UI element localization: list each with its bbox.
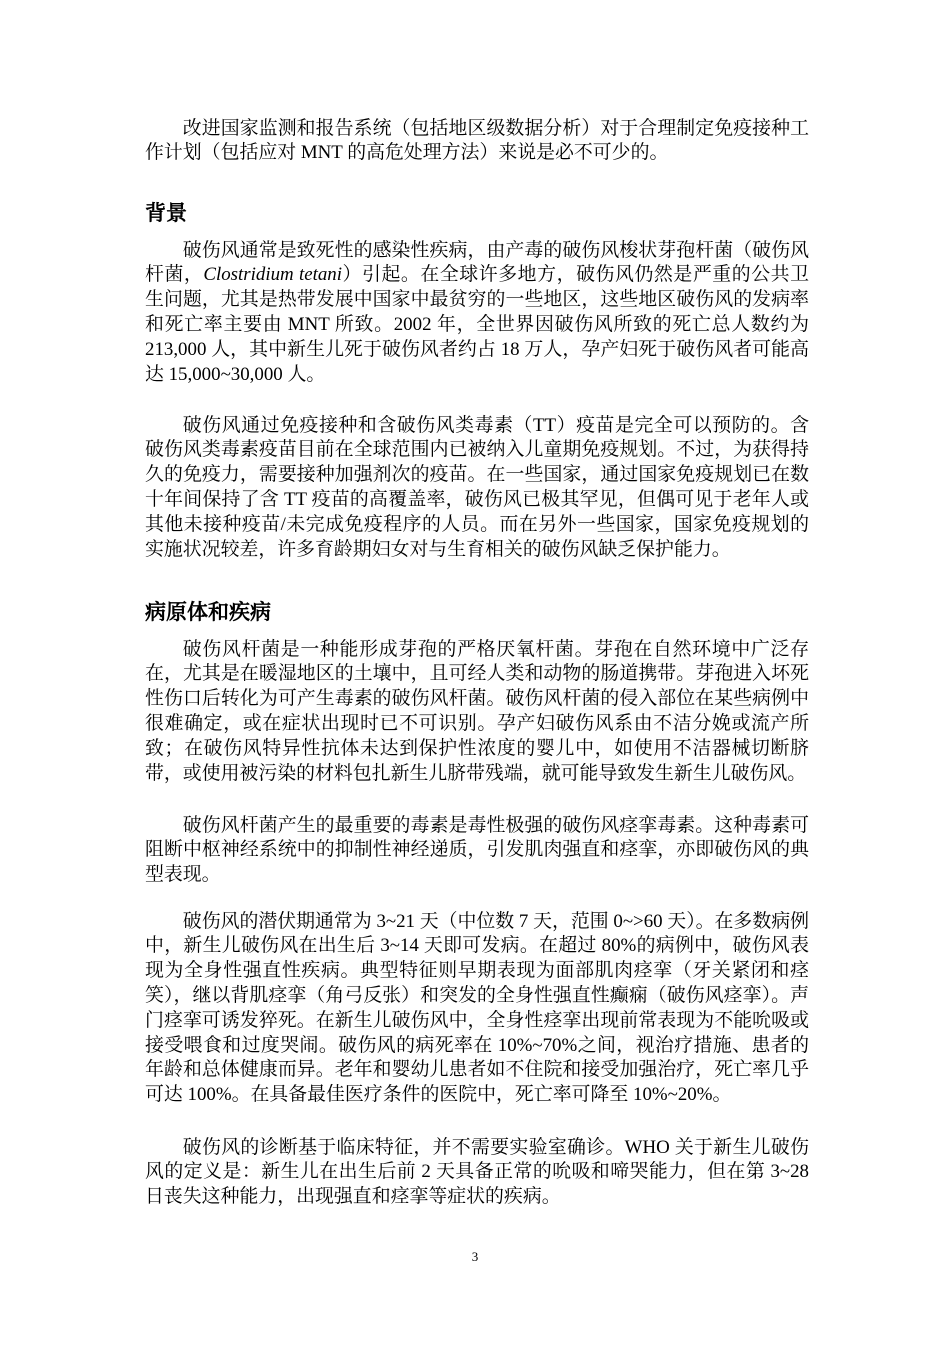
- section-heading-pathogen-and-disease: 病原体和疾病: [145, 601, 271, 624]
- section-heading-background: 背景: [145, 202, 187, 225]
- intro-paragraph: 改进国家监测和报告系统（包括地区级数据分析）对于合理制定免疫接种工作计划（包括应对 MNT 的高危处理方法）来说是必不可少的。: [145, 117, 809, 164]
- page-number: 3: [471, 1249, 479, 1264]
- pathogen-paragraph-2: 破伤风杆菌产生的最重要的毒素是毒性极强的破伤风痉挛毒素。这种毒素可阻断中枢神经系统中的抑制性神经递质，引发肌肉强直和痉挛，亦即破伤风的典型表现。: [145, 814, 809, 886]
- background-paragraph-2: 破伤风通过免疫接种和含破伤风类毒素（TT）疫苗是完全可以预防的。含破伤风类毒素疫苗目前在全球范围内已被纳入儿童期免疫规划。不过，为获得持久的免疫力，需要接种加强剂次的疫苗。在一些国家，通过国家免疫规划已在数十年间保持了含 TT 疫苗的高覆盖率，破伤风已极其罕见，但偶可见于老年人或其他未接种疫苗/未完成免疫程序的人员。而在另外一些国家，国家免疫规划的实施状况较差，许多育龄期妇女对与生育相关的破伤风缺乏保护能力。: [145, 414, 809, 560]
- pathogen-paragraph-4: 破伤风的诊断基于临床特征，并不需要实验室确诊。WHO 关于新生儿破伤风的定义是：新生儿在出生后前 2 天具备正常的吮吸和啼哭能力，但在第 3~28 日丧失这种能力，出现强直和痉挛等症状的疾病。: [145, 1136, 809, 1208]
- background-paragraph-1: [145, 239, 809, 388]
- background-paragraph-1-text-b: ）引起。在全球许多地方，破伤风仍然是严重的公共卫生问题，尤其是热带发展中国家中最贫穷的一些地区，这些地区破伤风的发病率和死亡率主要由 MNT 所致。2002 年，全世界因破伤风所致的死亡总人数约为 213,000 人，其中新生儿死于破伤风者约占 18 万人，孕产妇死于破伤风者可能高达 15,000~30,000 人。: [145, 264, 810, 385]
- latin-species-name: Clostridium tetani: [203, 264, 342, 286]
- background-paragraph-1-text-a: 破伤风通常是致死性的感染性疾病，由产毒的破伤风梭状芽孢杆菌（破伤风杆菌，: [145, 239, 809, 286]
- pathogen-paragraph-3: 破伤风的潜伏期通常为 3~21 天（中位数 7 天，范围 0~>60 天）。在多数病例中，新生儿破伤风在出生后 3~14 天即可发病。在超过 80%的病例中，破伤风表现为全身性强直性疾病。典型特征则早期表现为面部肌肉痉挛（牙关紧闭和痉笑），继以背肌痉挛（角弓反张）和突发的全身性强直性癫痫（破伤风痉挛）。声门痉挛可诱发猝死。在新生儿破伤风中，全身性痉挛出现前常表现为不能吮吸或接受喂食和过度哭闹。破伤风的病死率在 10%~70%之间，视治疗措施、患者的年龄和总体健康而异。老年和婴幼儿患者如不住院和接受加强治疗，死亡率几乎可达 100%。在具备最佳医疗条件的医院中，死亡率可降至 10%~20%。: [145, 910, 809, 1106]
- pathogen-paragraph-1: 破伤风杆菌是一种能形成芽孢的严格厌氧杆菌。芽孢在自然环境中广泛存在，尤其是在暖湿地区的土壤中，且可经人类和动物的肠道携带。芽孢进入坏死性伤口后转化为可产生毒素的破伤风杆菌。破伤风杆菌的侵入部位在某些病例中很难确定，或在症状出现时已不可识别。孕产妇破伤风系由不洁分娩或流产所致；在破伤风特异性抗体未达到保护性浓度的婴儿中，如使用不洁器械切断脐带，或使用被污染的材料包扎新生儿脐带残端，就可能导致发生新生儿破伤风。: [145, 638, 809, 784]
